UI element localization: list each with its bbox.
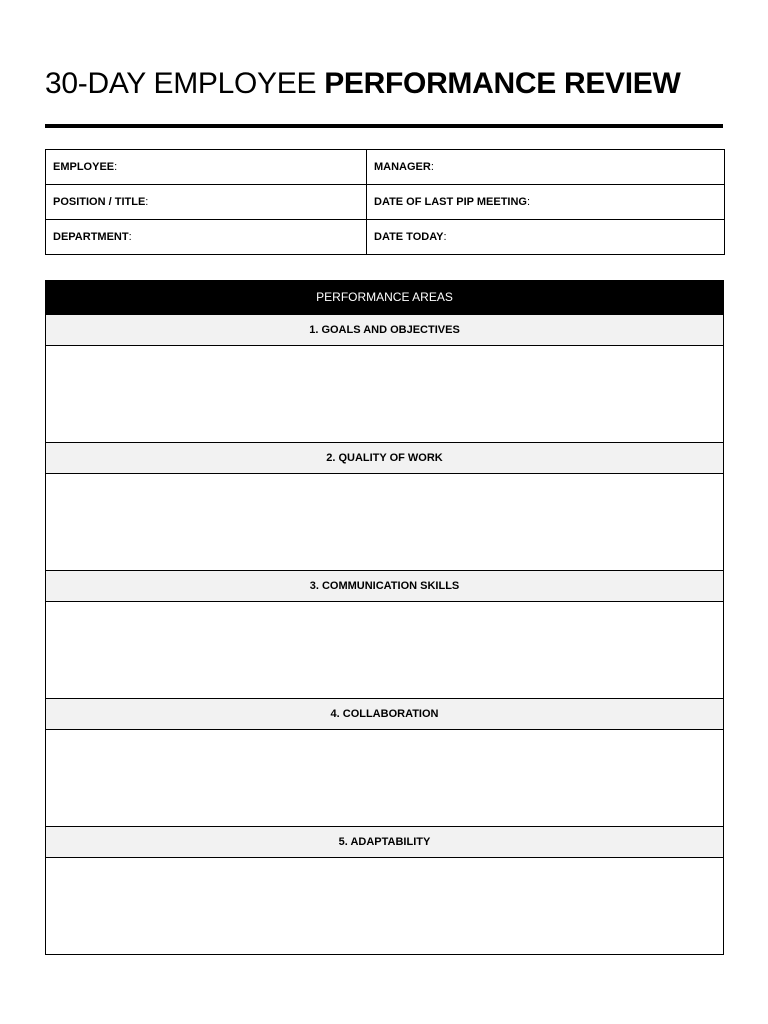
employee-field[interactable] [46,150,367,185]
manager-colon: : [430,161,434,173]
manager-field[interactable] [367,150,725,185]
title-divider [45,124,723,128]
employee-info-table [45,149,725,255]
date-today-colon: : [443,231,447,243]
position-colon: : [145,196,149,208]
section-communication-heading: 3. COMMUNICATION SKILLS [46,571,723,602]
last-pip-meeting-field[interactable] [367,185,725,220]
section-quality-notes[interactable] [46,474,723,571]
department-label: DEPARTMENT [53,231,129,243]
position-label: POSITION / TITLE [53,196,146,208]
department-colon: : [128,231,132,243]
section-communication-notes[interactable] [46,602,723,699]
section-goals-heading: 1. GOALS AND OBJECTIVES [46,315,723,346]
section-collaboration-notes[interactable] [46,730,723,827]
section-collaboration-heading: 4. COLLABORATION [46,699,723,730]
section-quality-heading: 2. QUALITY OF WORK [46,443,723,474]
date-today-field[interactable] [367,220,725,255]
performance-areas-header: PERFORMANCE AREAS [46,280,723,315]
section-adaptability-heading: 5. ADAPTABILITY [46,827,723,858]
page-title-bold: PERFORMANCE REVIEW [324,67,681,100]
manager-label: MANAGER [374,161,431,173]
section-adaptability-notes[interactable] [46,858,723,954]
info-row [46,150,725,185]
info-row [46,220,725,255]
last-pip-meeting-label: DATE OF LAST PIP MEETING [374,196,527,208]
page-title [45,64,681,104]
position-field[interactable] [46,185,367,220]
department-field[interactable] [46,220,367,255]
employee-label: EMPLOYEE [53,161,115,173]
section-goals-notes[interactable] [46,346,723,443]
last-pip-meeting-colon: : [527,196,531,208]
employee-colon: : [114,161,118,173]
page-title-light: 30-DAY EMPLOYEE [45,67,325,100]
info-row [46,185,725,220]
date-today-label: DATE TODAY [374,231,444,243]
performance-areas-table [45,280,724,955]
